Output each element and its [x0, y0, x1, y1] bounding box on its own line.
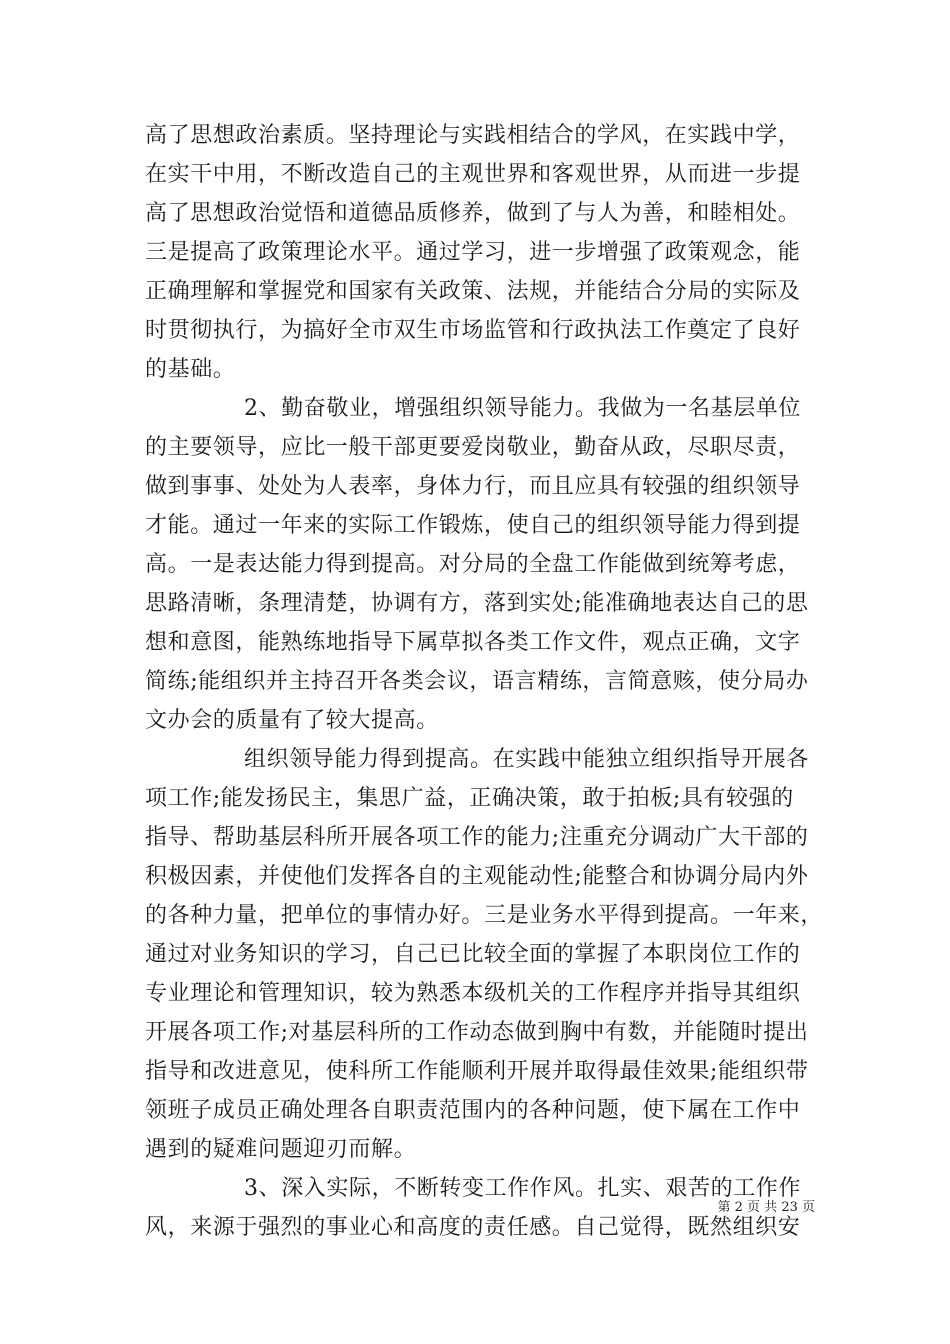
page-number-footer: 第 2 页 共 23 页 [717, 1200, 815, 1215]
text-line: 正确理解和掌握党和国家有关政策、法规，并能结合分局的实际及 [145, 279, 801, 304]
text-line: 积极因素，并使他们发挥各自的主观能动性;能整合和协调分局内外 [145, 864, 809, 889]
text-line: 开展各项工作;对基层科所的工作动态做到胸中有数，并能随时提出 [145, 1020, 809, 1045]
text-line: 在实干中用，不断改造自己的主观世界和客观世界，从而进一步提 [145, 162, 801, 187]
text-line: 指导、帮助基层科所开展各项工作的能力;注重充分调动广大干部的 [145, 825, 809, 850]
text-line: 项工作;能发扬民主，集思广益，正确决策，敢于拍板;具有较强的 [145, 786, 794, 811]
paragraph-start-line: 组织领导能力得到提高。在实践中能独立组织指导开展各 [244, 747, 810, 772]
text-line: 领班子成员正确处理各自职责范围内的各种问题，使下属在工作中 [145, 1098, 801, 1123]
text-line: 专业理论和管理知识，较为熟悉本级机关的工作程序并指导其组织 [145, 981, 801, 1006]
text-line: 的基础。 [145, 357, 236, 382]
text-line: 高了思想政治觉悟和道德品质修养，做到了与人为善，和睦相处。 [145, 201, 801, 226]
text-line: 高。一是表达能力得到提高。对分局的全盘工作能做到统筹考虑， [145, 552, 801, 577]
text-line: 文办会的质量有了较大提高。 [145, 708, 439, 733]
text-line: 遇到的疑难问题迎刃而解。 [145, 1137, 417, 1162]
text-line: 指导和改进意见，使科所工作能顺利开展并取得最佳效果;能组织带 [145, 1059, 809, 1084]
text-line: 风，来源于强烈的事业心和高度的责任感。自己觉得，既然组织安 [145, 1215, 801, 1240]
text-line: 三是提高了政策理论水平。通过学习，进一步增强了政策观念，能 [145, 240, 801, 265]
text-line: 想和意图，能熟练地指导下属草拟各类工作文件，观点正确，文字 [145, 630, 801, 655]
text-line: 高了思想政治素质。坚持理论与实践相结合的学风，在实践中学， [145, 123, 801, 148]
text-line: 通过对业务知识的学习，自己已比较全面的掌握了本职岗位工作的 [145, 942, 801, 967]
text-line: 做到事事、处处为人表率，身体力行，而且应具有较强的组织领导 [145, 474, 801, 499]
text-line: 思路清晰，条理清楚，协调有方，落到实处;能准确地表达自己的思 [145, 591, 809, 616]
text-line: 简练;能组织并主持召开各类会议，语言精练，言简意赅，使分局办 [145, 669, 809, 694]
text-line: 时贯彻执行，为搞好全市双生市场监管和行政执法工作奠定了良好 [145, 318, 801, 343]
paragraph-start-line: 2、勤奋敬业，增强组织领导能力。我做为一名基层单位 [244, 396, 801, 421]
text-line: 的各种力量，把单位的事情办好。三是业务水平得到提高。一年来， [145, 903, 824, 928]
text-line: 才能。通过一年来的实际工作锻炼，使自己的组织领导能力得到提 [145, 513, 801, 538]
paragraph-start-line: 3、深入实际，不断转变工作作风。扎实、艰苦的工作作 [244, 1176, 801, 1201]
text-line: 的主要领导，应比一般干部更要爱岗敬业，勤奋从政，尽职尽责， [145, 435, 801, 460]
